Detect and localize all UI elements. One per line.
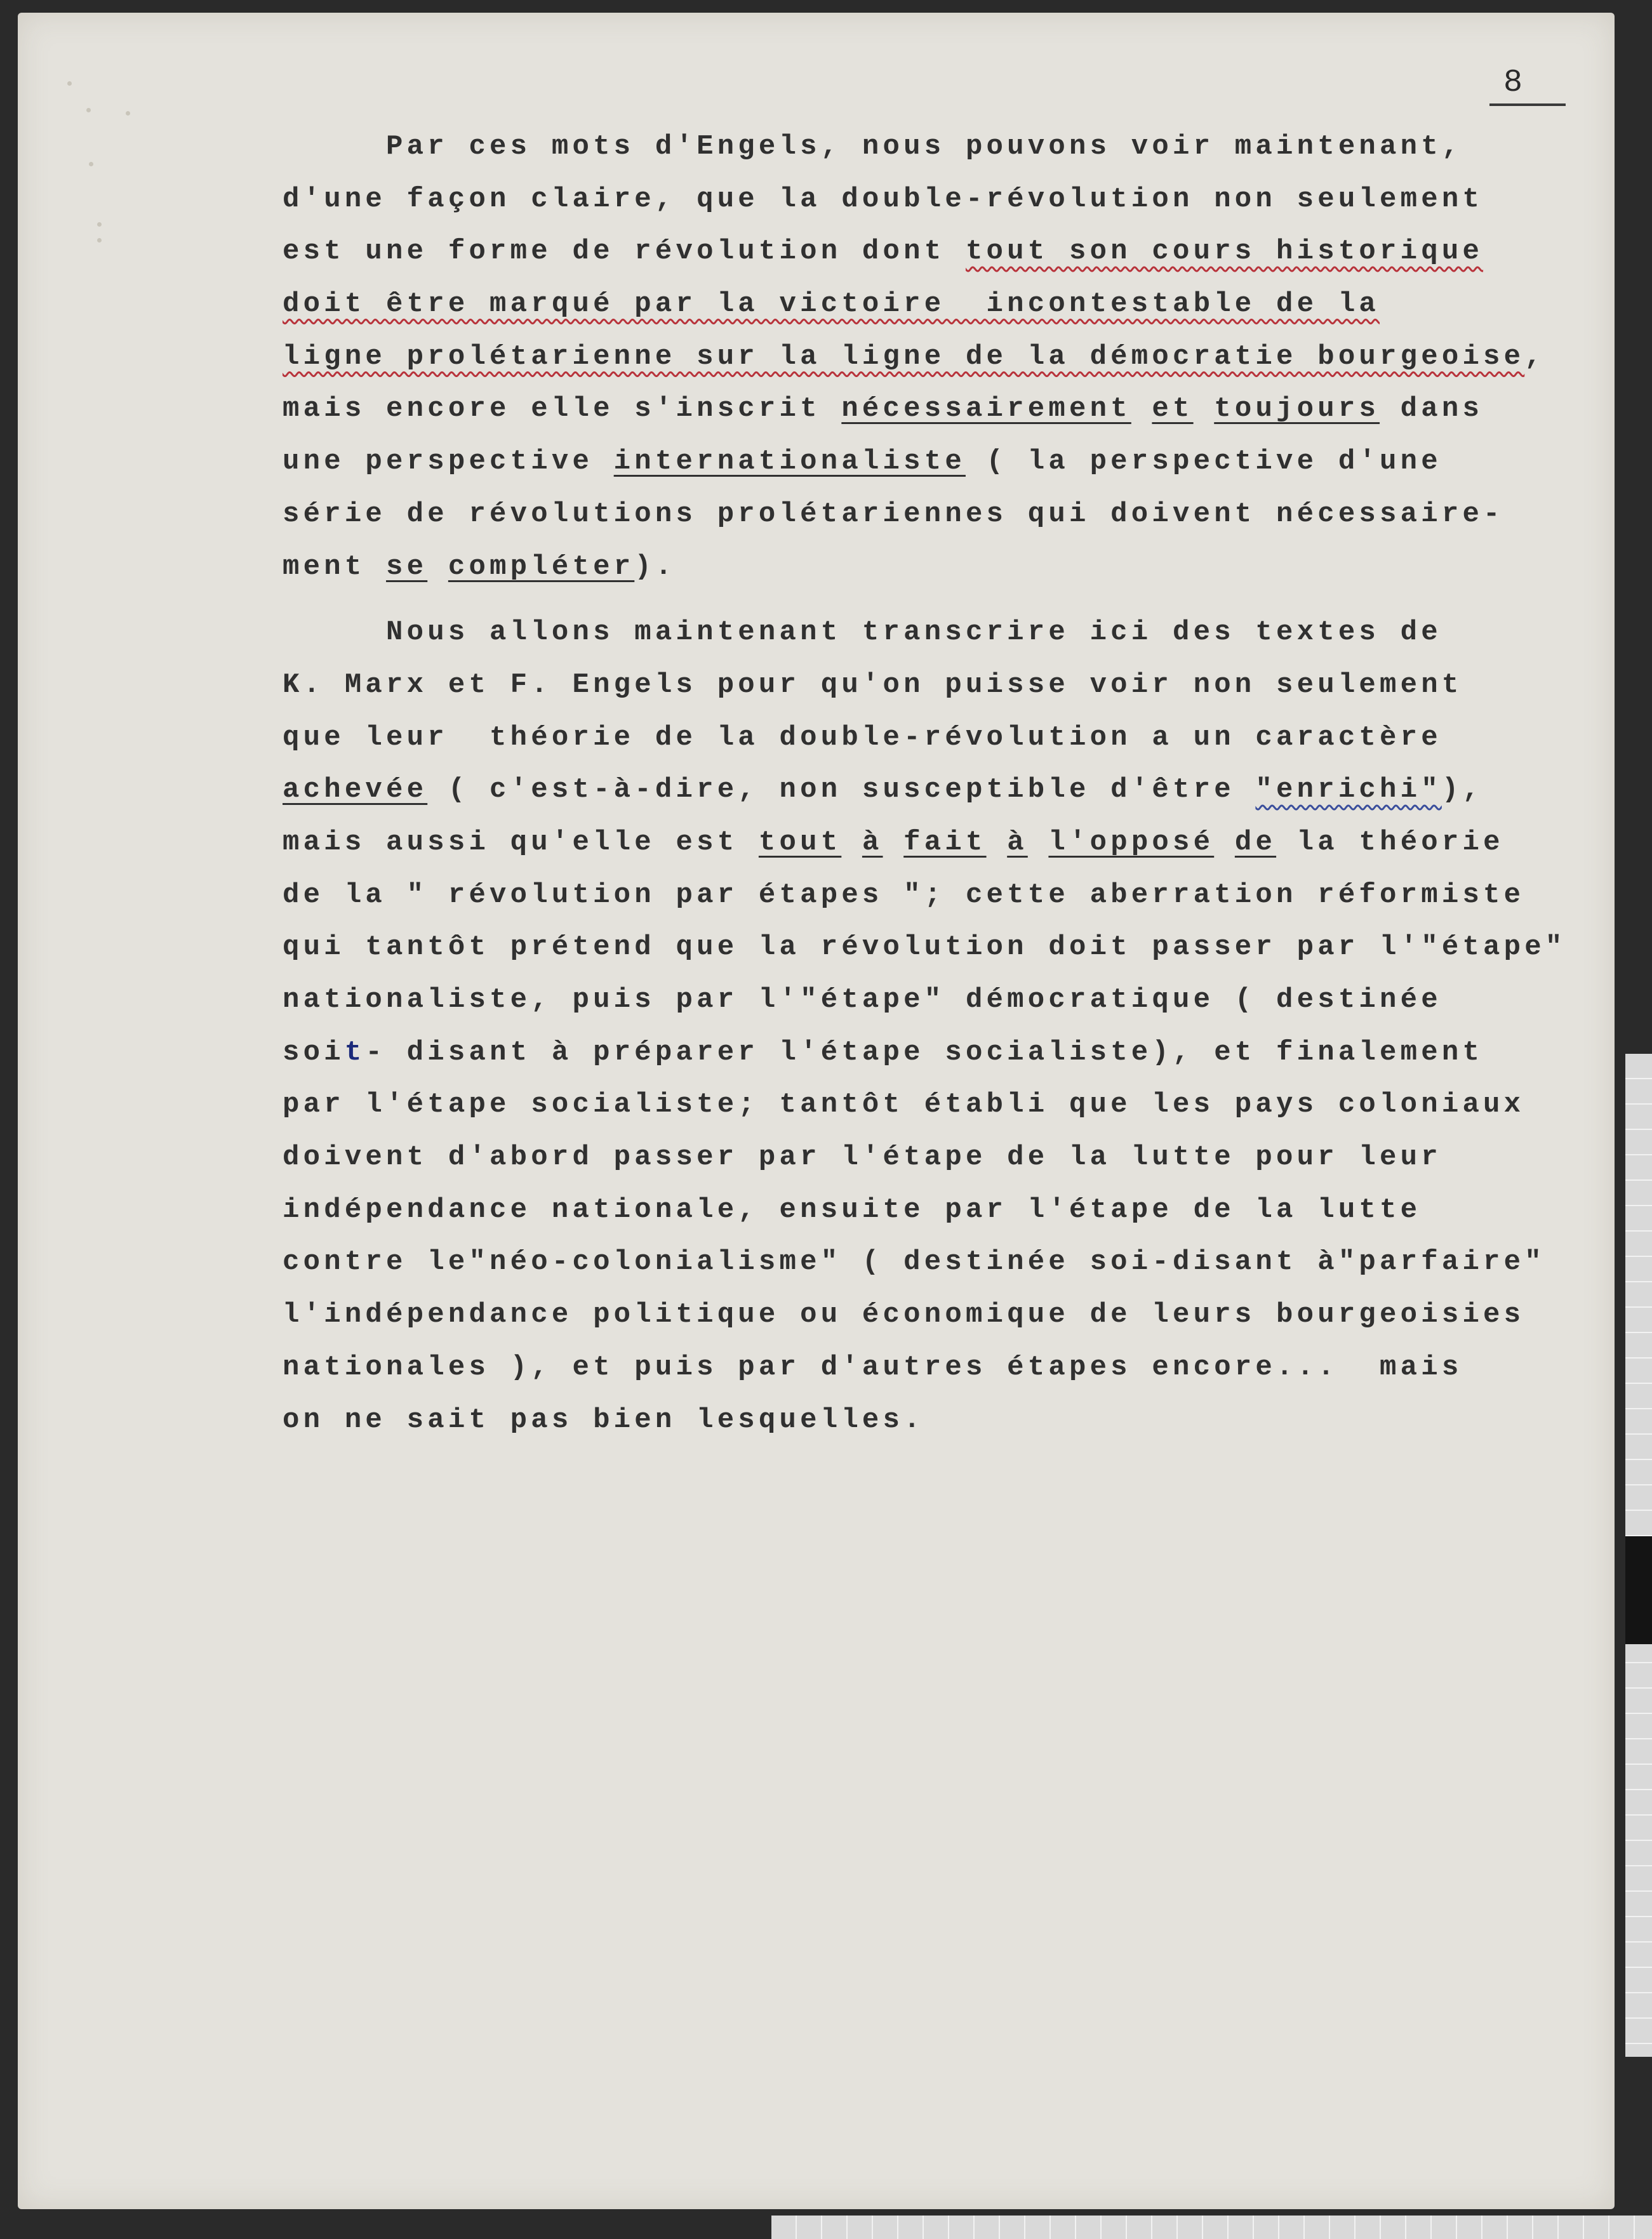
ink-correction: t bbox=[344, 1036, 366, 1068]
text-run bbox=[1194, 393, 1215, 425]
punch-mark bbox=[126, 111, 130, 116]
underlined-text: l'opposé bbox=[1048, 826, 1215, 858]
paragraph bbox=[283, 606, 1565, 1446]
underlined-text: toujours bbox=[1214, 393, 1380, 425]
text-line bbox=[283, 1236, 1565, 1289]
page-number-underline bbox=[1489, 103, 1566, 106]
underlined-text: achevée bbox=[283, 774, 428, 806]
text-run: par l'étape socialiste; tantôt établi que les pays coloniaux bbox=[283, 1089, 1525, 1121]
text-run: - disant à préparer l'étape socialiste), et finalement bbox=[365, 1036, 1484, 1068]
text-run: est une forme de révolution dont bbox=[283, 236, 966, 268]
text-run bbox=[1214, 827, 1235, 858]
text-run: Par ces mots d'Engels, nous pouvons voir maintenant, bbox=[283, 131, 1463, 163]
text-line bbox=[283, 173, 1565, 226]
text-run bbox=[427, 551, 448, 583]
text-line bbox=[283, 1079, 1565, 1131]
page-number: 8 bbox=[1503, 65, 1524, 101]
text-run bbox=[1131, 393, 1152, 425]
punch-mark bbox=[97, 222, 102, 227]
text-run: nationales ), et puis par d'autres étapes encore... mais bbox=[283, 1351, 1463, 1383]
text-run: d'une façon claire, que la double-révolution non seulement bbox=[283, 183, 1484, 215]
punch-mark bbox=[97, 238, 102, 243]
text-line bbox=[283, 383, 1565, 435]
underlined-text: à bbox=[862, 826, 883, 858]
text-line bbox=[283, 225, 1565, 278]
text-line bbox=[283, 606, 1565, 659]
text-line bbox=[283, 1394, 1565, 1447]
underlined-text: ligne prolétarienne sur la ligne de la démocratie bourgeoise bbox=[283, 340, 1525, 373]
underlined-text: internationaliste bbox=[613, 446, 966, 478]
text-run: dans bbox=[1380, 393, 1484, 425]
text-run: ( c'est-à-dire, non susceptible d'être bbox=[427, 774, 1256, 806]
text-line bbox=[283, 816, 1565, 869]
punch-mark bbox=[67, 81, 72, 86]
text-line bbox=[283, 1289, 1565, 1341]
underlined-text: fait bbox=[903, 826, 987, 858]
text-run bbox=[841, 827, 862, 858]
text-line bbox=[283, 435, 1565, 488]
typewritten-body bbox=[283, 121, 1565, 1446]
text-line bbox=[283, 659, 1565, 712]
text-run: , bbox=[1524, 340, 1545, 373]
text-line bbox=[283, 1184, 1565, 1237]
text-line bbox=[283, 488, 1565, 541]
text-run: ). bbox=[634, 550, 676, 583]
text-run: la théorie bbox=[1276, 826, 1504, 858]
underlined-text: et bbox=[1152, 393, 1194, 425]
text-run: mais encore elle s'inscrit bbox=[283, 393, 842, 425]
text-line bbox=[283, 764, 1565, 816]
text-line bbox=[283, 712, 1565, 764]
text-line bbox=[283, 331, 1565, 383]
paragraph bbox=[283, 121, 1565, 593]
text-run: contre le"néo-colonialisme" ( destinée soi-disant à"parfaire" bbox=[283, 1246, 1545, 1279]
scale-ruler bbox=[771, 2216, 1652, 2239]
punch-mark bbox=[89, 162, 93, 166]
underlined-text: se bbox=[386, 550, 428, 583]
color-reference-patch bbox=[1625, 1536, 1652, 1644]
text-line bbox=[283, 1131, 1565, 1184]
underlined-text: "enrichi" bbox=[1255, 774, 1442, 806]
text-run: ( la perspective d'une bbox=[965, 446, 1442, 478]
text-run: qui tantôt prétend que la révolution doit passer par l'"étape" bbox=[283, 931, 1566, 964]
text-run: série de révolutions prolétariennes qui doivent nécessaire- bbox=[283, 498, 1504, 530]
underlined-text: tout son cours historique bbox=[965, 236, 1484, 268]
text-run: Nous allons maintenant transcrire ici des textes de bbox=[283, 616, 1442, 649]
text-run bbox=[987, 827, 1008, 858]
text-line bbox=[283, 921, 1565, 974]
text-run bbox=[1028, 827, 1049, 858]
text-line bbox=[283, 974, 1565, 1026]
text-run: ), bbox=[1441, 774, 1484, 806]
text-run: K. Marx et F. Engels pour qu'on puisse voir non seulement bbox=[283, 668, 1463, 701]
text-run: doivent d'abord passer par l'étape de la lutte pour leur bbox=[283, 1141, 1442, 1174]
text-line bbox=[283, 869, 1565, 922]
text-run: nationaliste, puis par l'"étape" démocratique ( destinée bbox=[283, 984, 1442, 1016]
text-run: ment bbox=[283, 550, 387, 583]
underlined-text: doit être marqué par la victoire incontestable de la bbox=[283, 288, 1380, 321]
text-run: mais aussi qu'elle est bbox=[283, 826, 759, 858]
underlined-text: compléter bbox=[448, 550, 635, 583]
text-run: soi bbox=[283, 1036, 345, 1068]
text-line bbox=[283, 278, 1565, 331]
text-run: une perspective bbox=[283, 446, 614, 478]
text-line bbox=[283, 121, 1565, 173]
text-line bbox=[283, 541, 1565, 594]
text-run: l'indépendance politique ou économique de leurs bourgeoisies bbox=[283, 1299, 1525, 1331]
punch-mark bbox=[86, 108, 91, 112]
text-run bbox=[883, 827, 904, 858]
text-run: de la " révolution par étapes "; cette aberration réformiste bbox=[283, 879, 1525, 911]
underlined-text: de bbox=[1234, 826, 1277, 858]
text-run: on ne sait pas bien lesquelles. bbox=[283, 1404, 924, 1436]
text-line bbox=[283, 1341, 1565, 1394]
text-run: que leur théorie de la double-révolution a un caractère bbox=[283, 721, 1442, 754]
text-line bbox=[283, 1026, 1565, 1079]
underlined-text: tout bbox=[758, 826, 842, 858]
underlined-text: nécessairement bbox=[841, 393, 1131, 425]
text-run: indépendance nationale, ensuite par l'étape de la lutte bbox=[283, 1193, 1422, 1226]
underlined-text: à bbox=[1007, 826, 1028, 858]
